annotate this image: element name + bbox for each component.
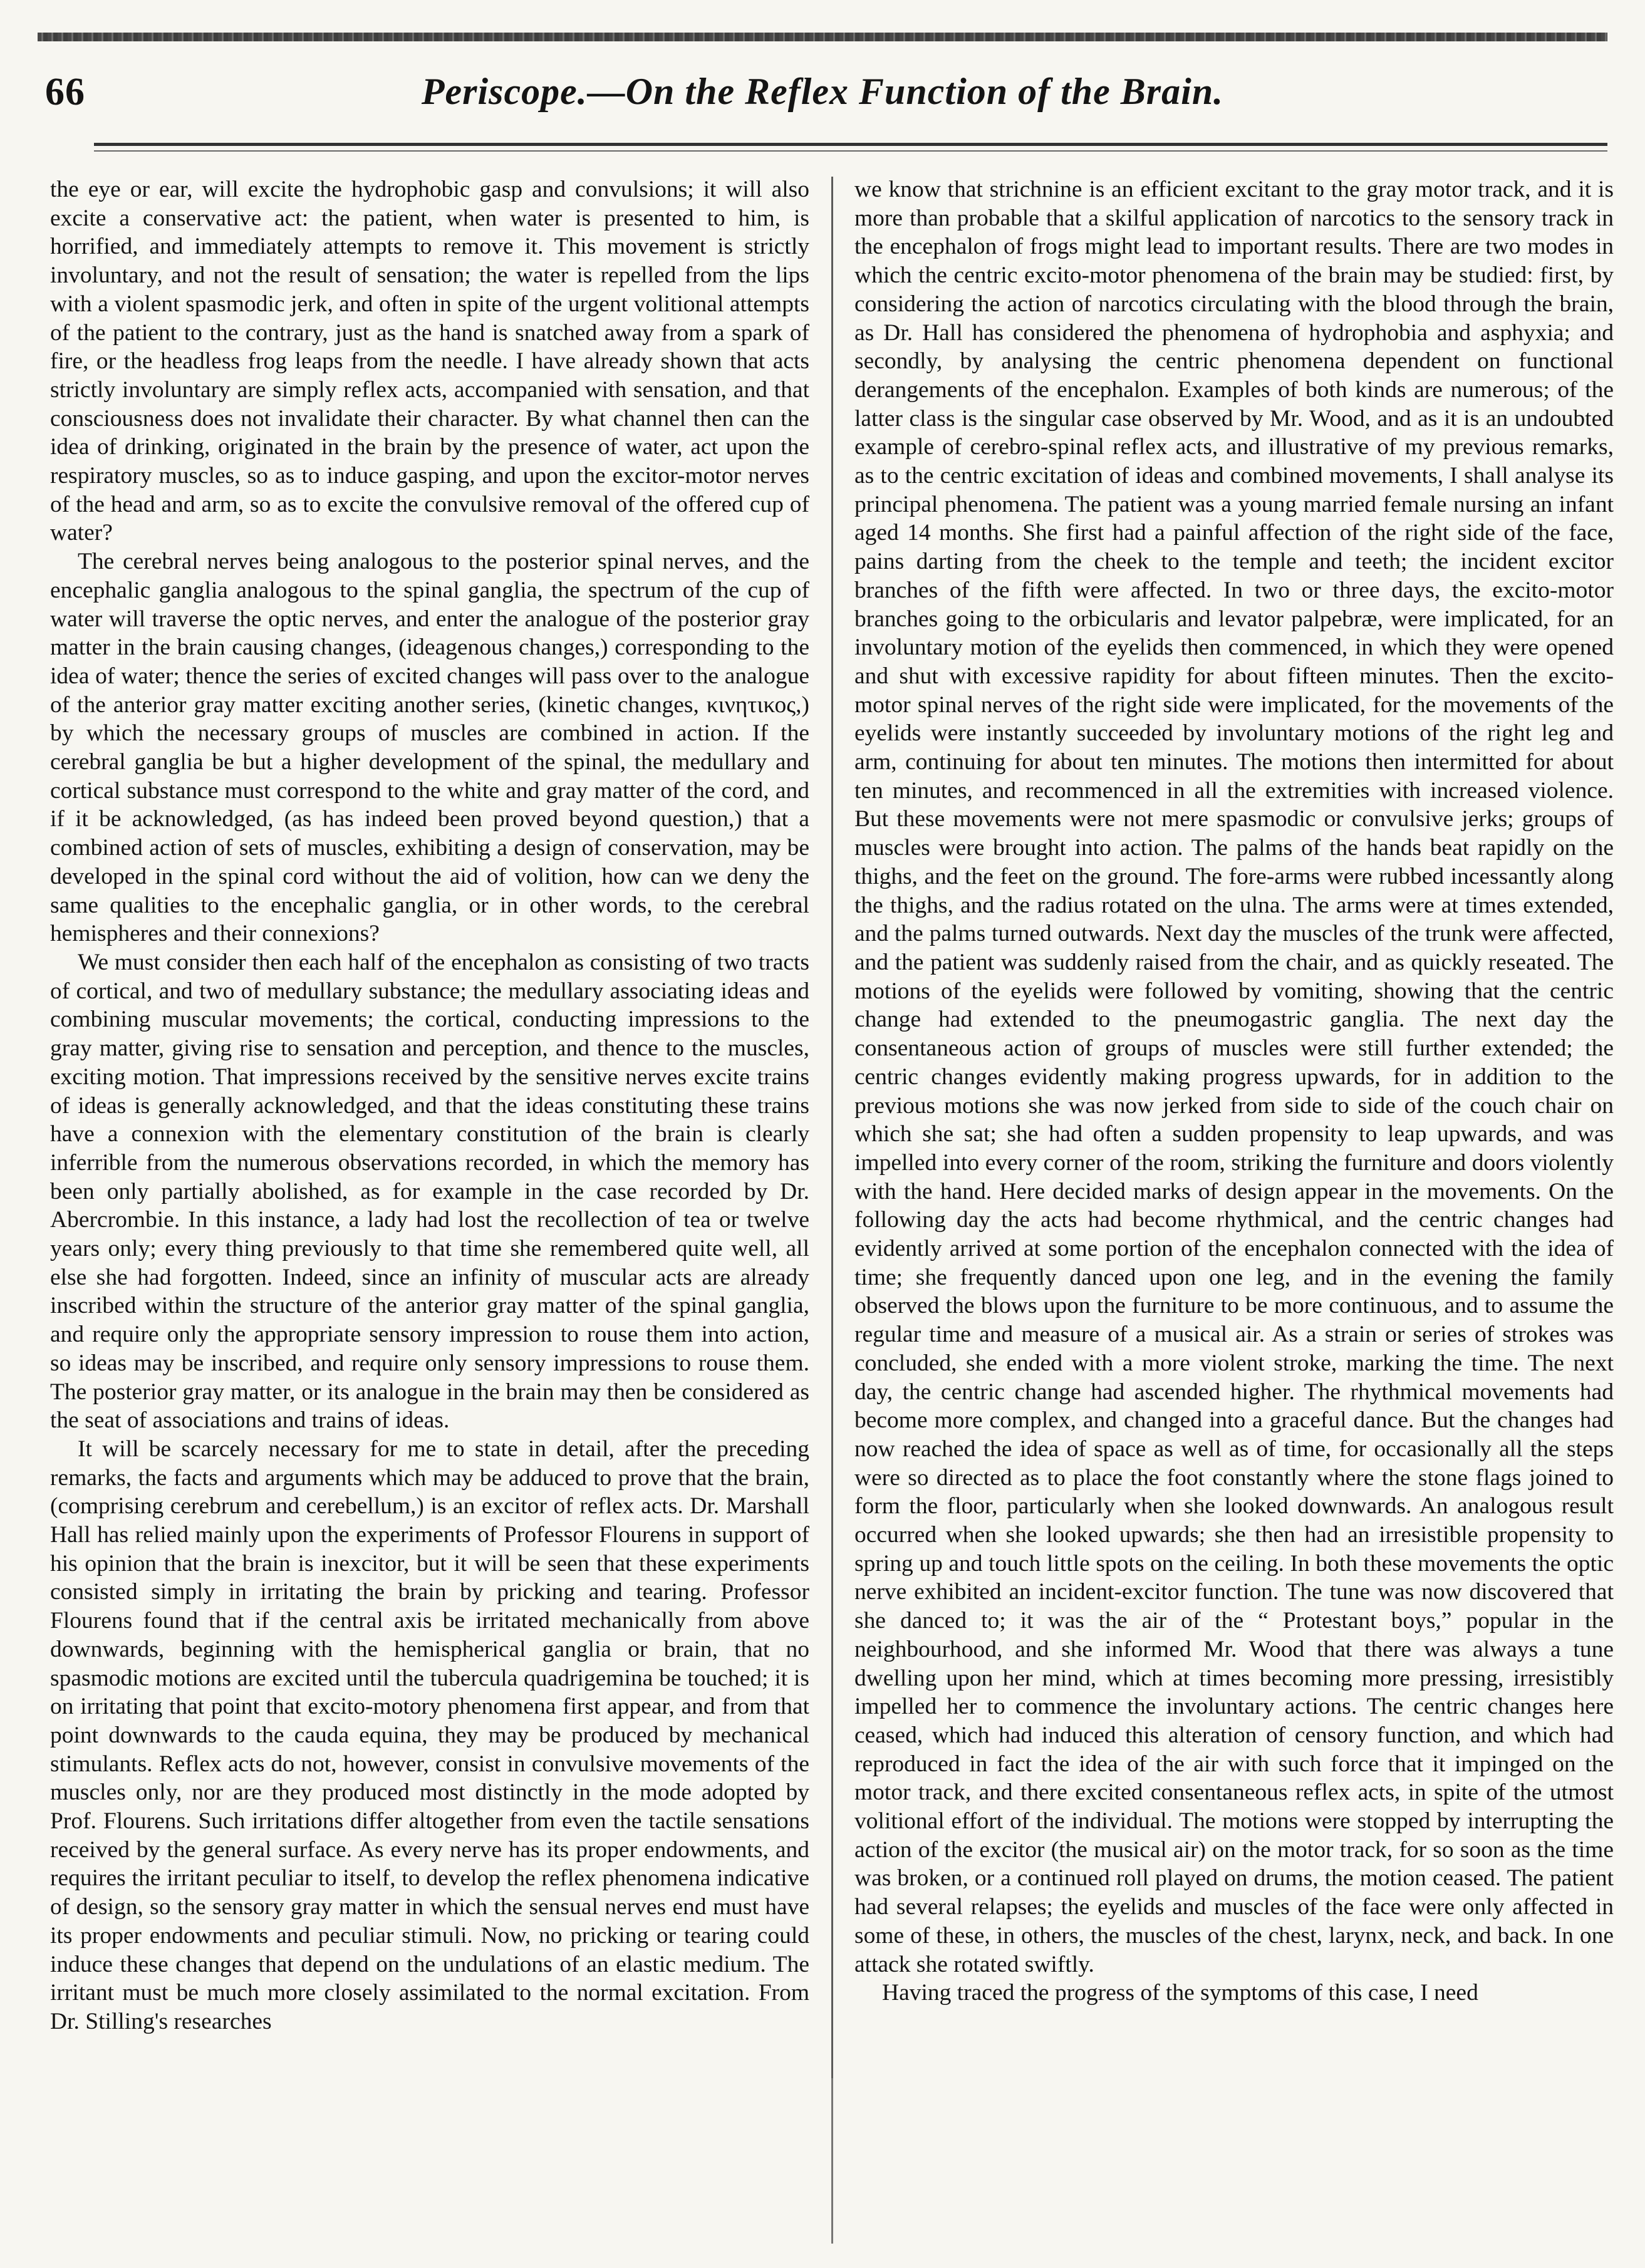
paragraph: We must consider then each half of the encephalon as consisting of two tracts of cortical, and two of medullary substance; the medullary associating ideas and combining muscular movements; the cortical, conducting impressions to the gray matter, giving rise to sensation and perception, and thence to the muscles, exciting motion. That impressions received by the sensitive nerves excite trains of ideas is generally acknowledged, and that the ideas constituting these trains have a connexion with the elementary constitution of the brain is clearly inferrible from the numerous observations recorded, in which the memory has been only partially abolished, as for example in the case recorded by Dr. Abercrombie. In this instance, a lady had lost the recollection of tea or twelve years only; every thing previously to that time she remembered quite well, all else she had forgotten. Indeed, since an infinity of muscular acts are already inscribed within the structure of the anterior gray matter of the spinal ganglia, and require only the appropriate sensory impression to rouse them into action, so ideas may be inscribed, and require only sensory impressions to rouse them. The posterior gray matter, or its analogue in the brain may then be considered as the seat of associations and trains of ideas. xyxy=(50,949,809,1434)
paragraph: It will be scarcely necessary for me to state in detail, after the preceding remarks, the facts and arguments which may be adduced to prove that the brain, (comprising cerebrum and cerebellum,) is an excitor of reflex acts. Dr. Marshall Hall has relied mainly upon the experiments of Professor Flourens in support of his opinion that the brain is inexcitor, but it will be seen that these experiments consisted simply in irritating the brain by pricking and tearing. Professor Flourens found that if the central axis be irritated mechanically from above downwards, beginning with the hemispherical ganglia or brain, that no spasmodic motions are excited until the tubercula quadrigemina be touched; it is on irritating that point that excito-motory phenomena first appear, and from that point downwards to the cauda equina, they may be produced by mechanical stimulants. Reflex acts do not, however, consist in convulsive movements of the muscles only, nor are they produced most distinctly in the mode adopted by Prof. Flourens. Such irritations differ altogether from even the tactile sensations received by the general surface. As every nerve has its proper endowments, and requires the irritant peculiar to itself, to develop the reflex phenomena indicative of design, so the sensory gray matter in which the sensual nerves end must have its proper endowments and peculiar stimuli. Now, no pricking or tearing could induce these changes that depend on the undulations of an elastic medium. The irritant must be much more closely assimilated to the normal excitation. From Dr. Stilling's researches xyxy=(50,1436,809,2034)
paragraph: Having traced the progress of the symptoms of this case, I need xyxy=(882,1980,1478,2006)
left-column xyxy=(50,175,809,2249)
top-border-rule xyxy=(38,33,1607,41)
paragraph: The cerebral nerves being analogous to the posterior spinal nerves, and the encephalic ganglia analogous to the spinal ganglia, the spectrum of the cup of water will traverse the optic nerves, and enter the analogue of the posterior gray matter in the brain causing changes, (ideagenous changes,) corresponding to the idea of water; thence the series of excited changes will pass over to the analogue of the anterior gray matter exciting another series, (kinetic changes, κινητικος,) by which the necessary groups of muscles are combined in action. If the cerebral ganglia be but a higher development of the spinal, the medullary and cortical substance must correspond to the white and gray matter of the cord, and if it be acknowledged, (as has indeed been proved beyond question,) that a combined action of sets of muscles, exhibiting a design of conservation, may be developed in the spinal cord without the aid of volition, how can we deny the same qualities to the encephalic ganglia, or in other words, to the cerebral hemispheres and their connexions? xyxy=(50,549,809,947)
header-rule xyxy=(94,143,1607,146)
page-header xyxy=(38,70,1607,127)
paragraph: the eye or ear, will excite the hydrophobic gasp and convulsions; it will also excite a conservative act: the patient, when water is presented to him, is horrified, and immediately attempts to remove it. This movement is strictly involuntary, and not the result of sensation; the water is repelled from the lips with a violent spasmodic jerk, and often in spite of the urgent volitional attempts of the patient to the contrary, just as the hand is snatched away from a spark of fire, or the headless frog leaps from the needle. I have already shown that acts strictly involuntary are simply reflex acts, accompanied with sensation, and that consciousness does not invalidate their character. By what channel then can the idea of drinking, originated in the brain by the presence of water, act upon the respiratory muscles, so as to induce gasping, and upon the excitor-motor nerves of the head and arm, so as to excite the convulsive removal of the offered cup of water? xyxy=(50,177,809,546)
running-title: Periscope.—On the Reflex Function of the Brain. xyxy=(421,71,1224,112)
header-rule-thin xyxy=(94,150,1607,152)
paragraph: we know that strichnine is an efficient excitant to the gray motor track, and it is more than probable that a skilful application of narcotics to the sensory track in the encephalon of frogs might lead to important results. There are two modes in which the centric excito-motor phenomena of the brain may be studied: first, by considering the action of narcotics circulating with the blood through the brain, as Dr. Hall has considered the phenomena of hydrophobia and asphyxia; and secondly, by analysing the centric phenomena dependent on functional derangements of the encephalon. Examples of both kinds are numerous; of the latter class is the singular case observed by Mr. Wood, and as it is an undoubted example of cerebro-spinal reflex acts, and illustrative of my previous remarks, as to the centric excitation of ideas and combined movements, I shall analyse its principal phenomena. The patient was a young married female nursing an infant aged 14 months. She first had a painful affection of the right side of the face, pains darting from the cheek to the temple and teeth; the incident excitor branches of the fifth were affected. In two or three days, the excito-motor branches going to the orbicularis and levator palpebræ, were implicated, for an involuntary motion of the eyelids then commenced, in which they were opened and shut with excessive rapidity for about fifteen minutes. Then the excito-motor spinal nerves of the right side were implicated, for the movements of the eyelids were instantly succeeded by involuntary motions of the right leg and arm, continuing for about ten minutes. The motions then intermitted for about ten minutes, and recommenced in all the extremities with increased violence. But these movements were not mere spasmodic or convulsive jerks; groups of muscles were brought into action. The palms of the hands beat rapidly on the thighs, and the feet on the ground. The fore-arms were rubbed incessantly along the thighs, and the radius rotated on the ulna. The arms were at times extended, and the palms turned outwards. Next day the muscles of the trunk were affected, and the patient was suddenly raised from the chair, and as quickly reseated. The motions of the eyelids were followed by vomiting, showing that the centric change had extended to the pneumogastric ganglia. The next day the consentaneous action of groups of muscles were still further extended; the centric changes evidently making progress upwards, for in addition to the previous motions she was now jerked from side to side of the couch chair on which she sat; she had often a sudden propensity to leap upwards, and was impelled into every corner of the room, striking the furniture and doors violently with the hand. Here decided marks of design appear in the movements. On the following day the acts had become rhythmical, and the centric changes had evidently arrived at some portion of the encephalon connected with the idea of time; she frequently danced upon one leg, and in the evening the family observed the blows upon the furniture to be more continuous, and to assume the regular time and measure of a musical air. As a strain or series of strokes was concluded, she ended with a more violent stroke, marking the time. The next day, the centric change had ascended higher. The rhythmical movements had become more complex, and changed into a graceful dance. But the changes had now reached the idea of space as well as of time, for occasionally all the steps were so directed as to place the foot constantly where the stone flags joined to form the floor, particularly when she looked downwards. An analogous result occurred when she looked upwards; she then had an irresistible propensity to spring up and touch little spots on the ceiling. In both these movements the optic nerve exhibited an incident-excitor function. The tune was now discovered that she danced to; it was the air of the “ Protestant boys,” popular in the neighbourhood, and she informed Mr. Wood that there was always a tune dwelling upon her mind, which at times becoming more pressing, irresistibly impelled her to commence the involuntary actions. The centric changes here ceased, which had induced this alteration of censory function, and which had reproduced in fact the idea of the air with such force that it impinged on the motor track, and there excited consentaneous reflex acts, in spite of the utmost volitional effort of the individual. The motions were stopped by interrupting the action of the excitor (the musical air) on the motor track, for so soon as the time was broken, or a continued roll played on drums, the motion ceased. The patient had several relapses; the eyelids and muscles of the face were only affected in some of these, in others, the muscles of the chest, larynx, neck, and back. In one attack she rotated swiftly. xyxy=(854,177,1614,1977)
right-column xyxy=(854,175,1614,2249)
page-number: 66 xyxy=(45,71,85,113)
column-divider xyxy=(831,177,833,2244)
